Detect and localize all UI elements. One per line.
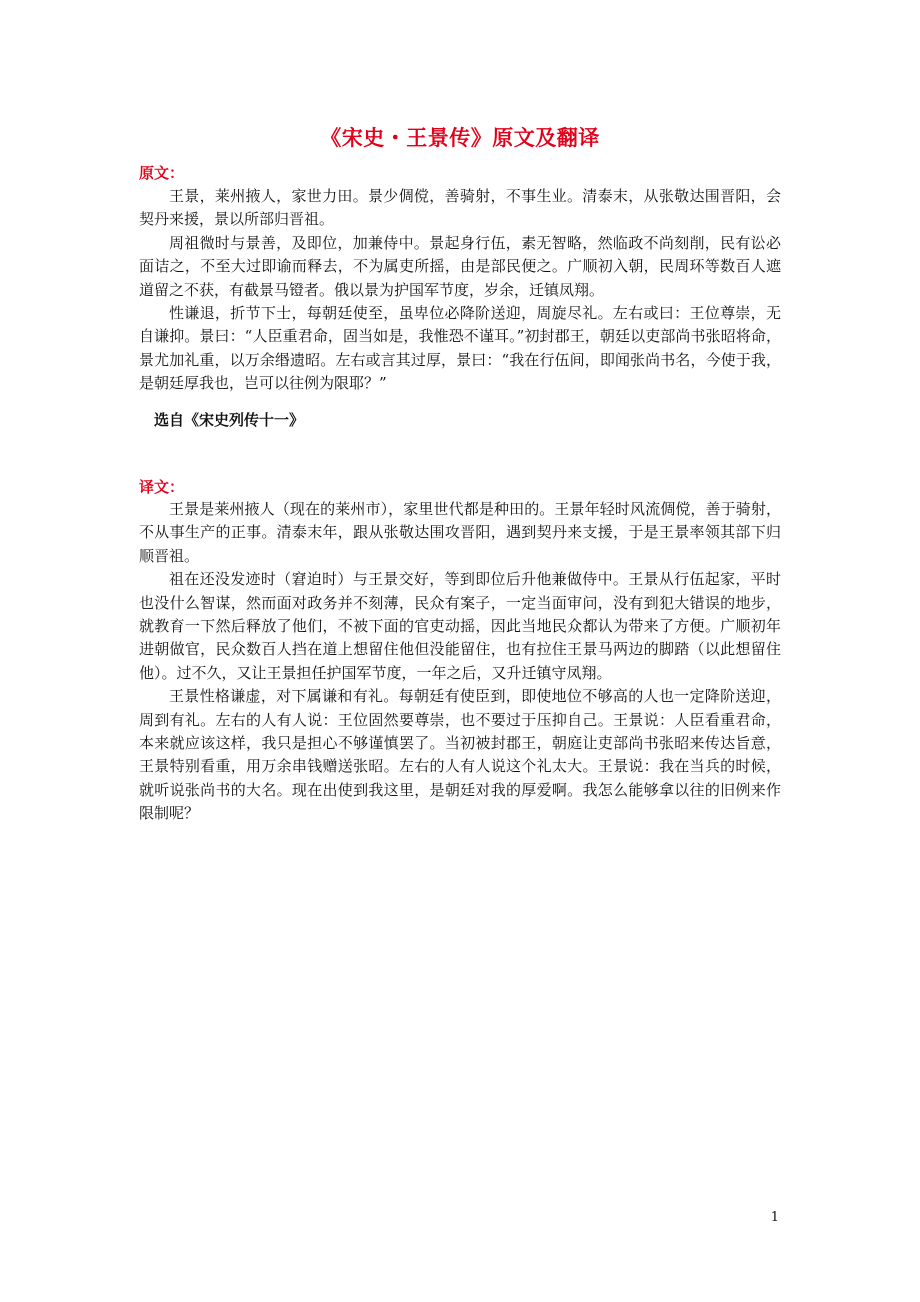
translation-paragraph: 祖在还没发迹时（窘迫时）与王景交好，等到即位后升他兼做侍中。王景从行伍起家，平时也没什么智谋，然而面对政务并不刻薄，民众有案子，一定当面审问，没有到犯大错误的地步，就教育一下然后释放了他们，不被下面的官吏动摇，因此当地民众都认为带来了方便。广顺初年进朝做官，民众数百人挡在道上想留住他但没能留住，也有拉住王景马两边的脚踏（以此想留住他）。过不久，又让王景担任护国军节度，一年之后，又升迁镇守凤翔。	[139, 570, 781, 682]
translation-body	[139, 498, 781, 826]
page-number: 1	[770, 1210, 779, 1225]
translation-label: 译文：	[139, 478, 185, 496]
document-title: 《宋史・王景传》原文及翻译	[320, 125, 600, 150]
translation-paragraph: 王景性格谦虚，对下属谦和有礼。每朝廷有使臣到，即使地位不够高的人也一定降阶送迎，周到有礼。左右的人有人说：王位固然要尊崇，也不要过于压抑自己。王景说：人臣看重君命，本来就应该这样，我只是担心不够谨慎罢了。当初被封郡王，朝庭让吏部尚书张昭来传达旨意，王景特别看重，用万余串钱赠送张昭。左右的人有人说这个礼太大。王景说：我在当兵的时候，就听说张尚书的大名。现在出使到我这里，是朝廷对我的厚爱啊。我怎么能够拿以往的旧例来作限制呢？	[139, 687, 781, 823]
original-text-body	[139, 185, 781, 396]
translation-paragraph: 王景是莱州掖人（现在的莱州市），家里世代都是种田的。王景年轻时风流倜傥，善于骑射，不从事生产的正事。清泰末年，跟从张敬达围攻晋阳，遇到契丹来支援，于是王景率领其部下归顺晋祖。	[139, 500, 781, 565]
source-citation: 选自《宋史列传十一》	[154, 411, 305, 429]
original-paragraph: 王景，莱州掖人，家世力田。景少倜傥，善骑射，不事生业。清泰末，从张敬达围晋阳，会契丹来援，景以所部归晋祖。	[139, 187, 781, 229]
original-paragraph: 周祖微时与景善，及即位，加兼侍中。景起身行伍，素无智略，然临政不尚刻削，民有讼必面诘之，不至大过即谕而释去，不为属吏所摇，由是部民便之。广顺初入朝，民周环等数百人遮道留之不获，有截景马镫者。俄以景为护国军节度，岁余，迁镇凤翔。	[139, 233, 781, 299]
original-text-label: 原文：	[139, 164, 185, 182]
original-paragraph: 性谦退，折节下士，每朝廷使至，虽卑位必降阶送迎，周旋尽礼。左右或曰：王位尊崇，无自谦抑。景曰：“人臣重君命，固当如是，我惟恐不谨耳。”初封郡王，朝廷以吏部尚书张昭将命，景尤加礼重，以万余缗遗昭。左右或言其过厚，景曰：“我在行伍间，即闻张尚书名，今使于我，是朝廷厚我也，岂可以往例为限耶？”	[139, 304, 781, 393]
